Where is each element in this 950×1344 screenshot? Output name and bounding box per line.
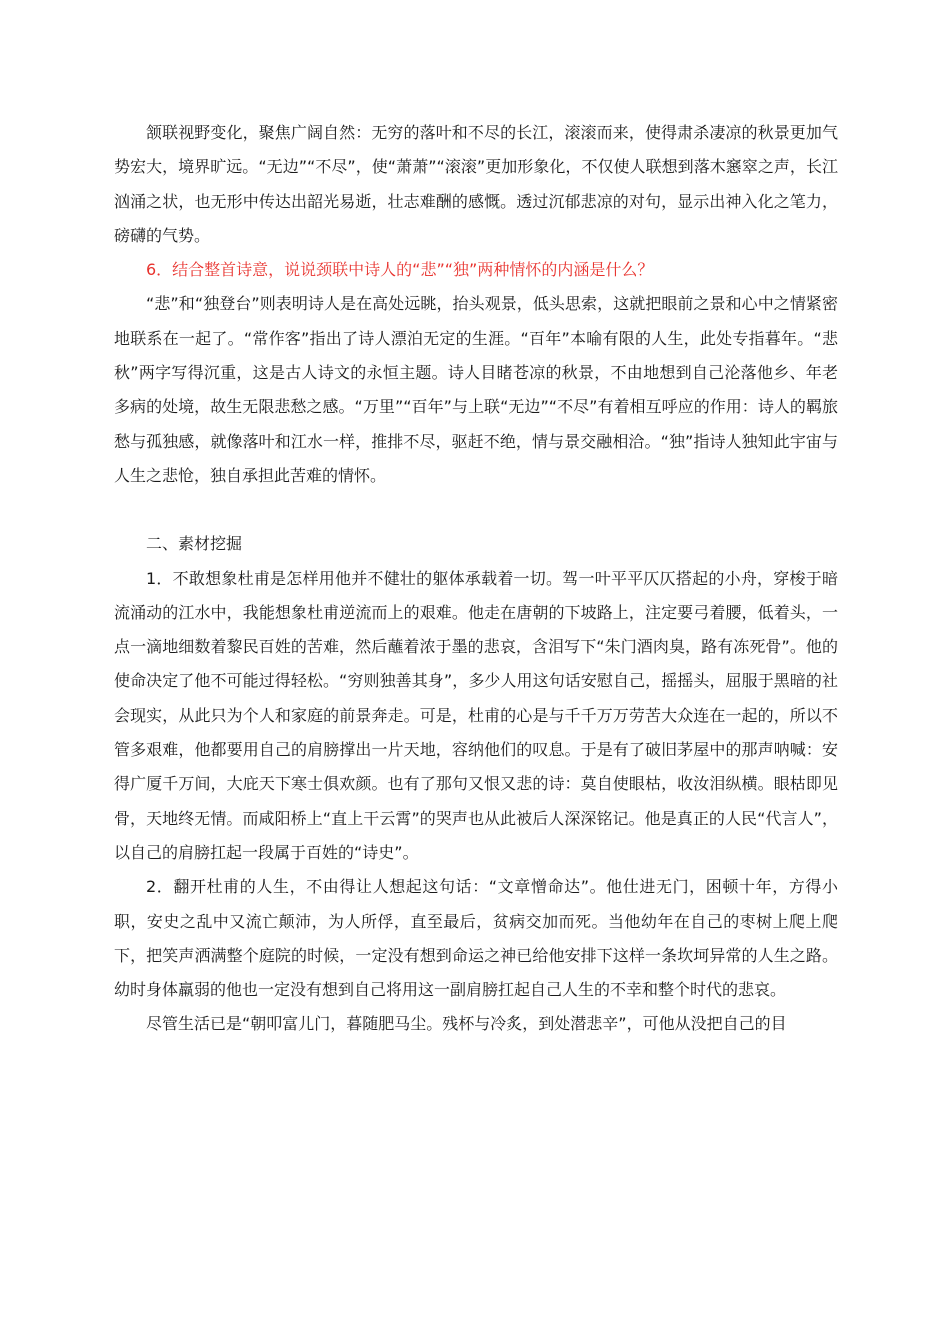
paragraph-continuation: 尽管生活已是“朝叩富儿门，暮随肥马尘。残杯与冷炙，到处潜悲辛”，可他从没把自己的目 [146, 1014, 787, 1034]
question-6: 6．结合整首诗意，说说颈联中诗人的“悲”“独”两种情怀的内涵是什么？ [146, 260, 654, 280]
paragraph-jinglian-answer: “悲”和“独登台”则表明诗人是在高处远眺，抬头观景，低头思索，这就把眼前之景和心中之情紧密地联系在一起了。“常作客”指出了诗人漂泊无定的生涯。“百年”本喻有限的人生，此处专指暮年。“悲秋”两字写得沉重，这是古人诗文的永恒主题。诗人目睹苍凉的秋景，不由地想到自己沦落他乡、年老多病的处境，故生无限悲愁之感。“万里”“百年”与上联“无边”“不尽”有着相互呼应的作用：诗人的羁旅愁与孤独感，就像落叶和江水一样，推排不尽，驱赶不绝，情与景交融相洽。“独”指诗人独知此宇宙与人生之悲怆，独自承担此苦难的情怀。 [114, 294, 838, 485]
material-item-1: 1．不敢想象杜甫是怎样用他并不健壮的躯体承载着一切。驾一叶平平仄仄搭起的小舟，穿梭于暗流涌动的江水中，我能想象杜甫逆流而上的艰难。他走在唐朝的下坡路上，注定要弓着腰，低着头，一点一滴地细数着黎民百姓的苦难，然后蘸着浓于墨的悲哀，含泪写下“朱门酒肉臭，路有冻死骨”。他的使命决定了他不可能过得轻松。“穷则独善其身”，多少人用这句话安慰自己，摇摇头，屈服于黑暗的社会现实，从此只为个人和家庭的前景奔走。可是，杜甫的心是与千千万万劳苦大众连在一起的，所以不管多艰难，他都要用自己的肩膀撑出一片天地，容纳他们的叹息。于是有了破旧茅屋中的那声呐喊：安得广厦千万间，大庇天下寒士俱欢颜。也有了那句又恨又悲的诗：莫自使眼枯，收汝泪纵横。眼枯即见骨，天地终无情。而咸阳桥上“直上干云霄”的哭声也从此被后人深深铭记。他是真正的人民“代言人”，以自己的肩膀扛起一段属于百姓的“诗史”。 [114, 568, 838, 862]
material-item-2: 2．翻开杜甫的人生，不由得让人想起这句话：“文章憎命达”。他仕进无门，困顿十年，方得小职，安史之乱中又流亡颠沛，为人所俘，直至最后，贫病交加而死。当他幼年在自己的枣树上爬上爬下，把笑声洒满整个庭院的时候，一定没有想到命运之神已给他安排下这样一条坎坷异常的人生之路。幼时身体羸弱的他也一定没有想到自己将用这一副肩膀扛起自己人生的不幸和整个时代的悲哀。 [114, 877, 838, 1000]
paragraph-hanlian-analysis: 颔联视野变化，聚焦广阔自然：无穷的落叶和不尽的长江，滚滚而来，使得肃杀凄凉的秋景更加气势宏大，境界旷远。“无边”“不尽”，使“萧萧”“滚滚”更加形象化，不仅使人联想到落木窸窣之声，长江汹涌之状，也无形中传达出韶光易逝，壮志难酬的感慨。透过沉郁悲凉的对句，显示出神入化之笔力，磅礴的气势。 [114, 123, 838, 245]
document-body [114, 116, 838, 1042]
section-heading-material: 二、素材挖掘 [146, 534, 243, 554]
paragraph-spacer [114, 493, 838, 527]
